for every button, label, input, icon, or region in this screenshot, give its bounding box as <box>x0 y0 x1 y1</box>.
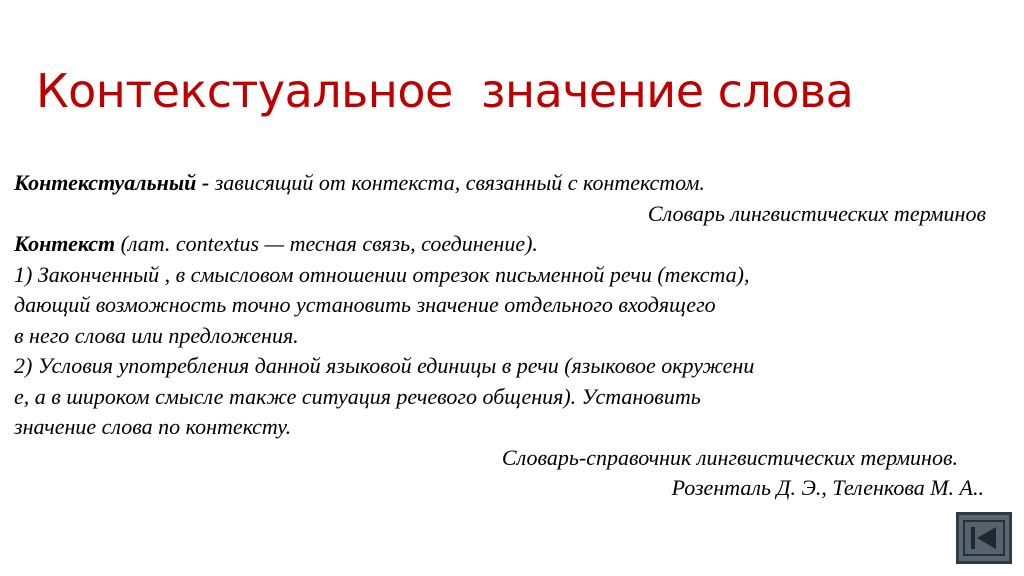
definition-line-2 <box>14 229 1004 260</box>
term-contextual: Контекстуальный - <box>14 170 210 195</box>
source-2-authors: Розенталь Д. Э., Теленкова М. А.. <box>671 475 984 500</box>
body-line: е, а в широком смысле также ситуация речевого общения). Установить <box>14 383 701 409</box>
source-2: Словарь-справочник лингвистических терминов. <box>501 444 958 470</box>
term-context: Контекст <box>14 231 116 256</box>
term-context-definition: (лат. contextus — тесная связь, соединение). <box>115 231 538 256</box>
body-line: значение слова по контексту. <box>14 414 292 439</box>
term-contextual-definition: зависящий от контекста, связанный с контекстом. <box>209 170 705 195</box>
source-1: Словарь лингвистических терминов <box>647 200 986 226</box>
slide-title: Контекстуальное значение слова <box>36 64 854 118</box>
body-line: в него слова или предложения. <box>14 322 299 348</box>
first-slide-icon <box>968 525 1000 551</box>
body-line: дающий возможность точно установить значение отдельного входящего <box>14 292 716 317</box>
body-line: 2) Условия употребления данной языковой единицы в речи (языковое окружени <box>14 353 755 378</box>
slide-body <box>14 168 1004 504</box>
first-slide-button-inner <box>963 520 1005 556</box>
definition-line-1 <box>14 168 1004 199</box>
body-line: 1) Законченный , в смысловом отношении отрезок письменной речи (текста), <box>14 261 750 287</box>
first-slide-button[interactable] <box>956 512 1012 564</box>
